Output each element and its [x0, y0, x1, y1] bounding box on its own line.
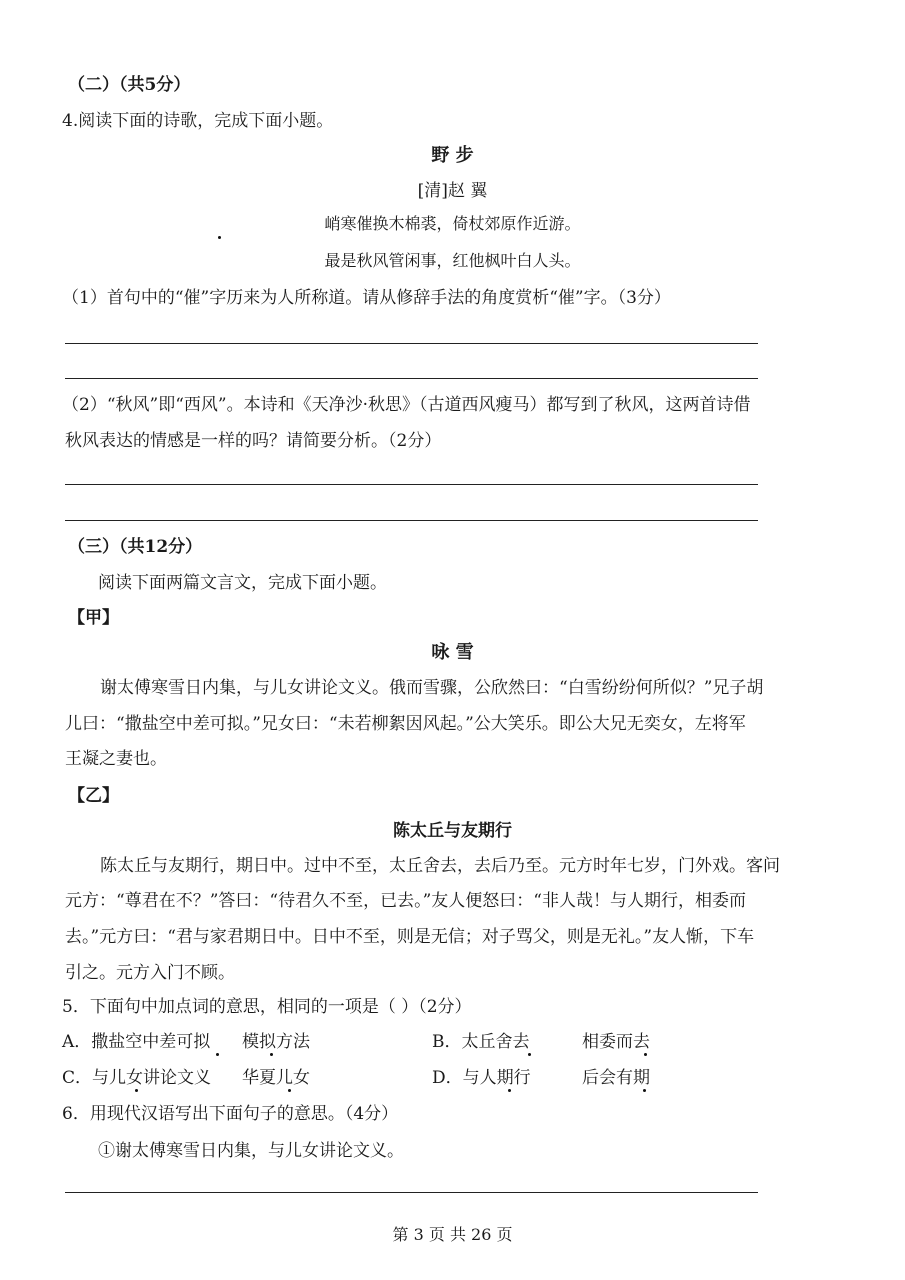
poem-title: 野 步 — [431, 145, 474, 166]
emphasis-dot — [528, 1053, 531, 1056]
passage-line: 元方：“尊君在不？”答曰：“待君久不至，已去。”友人便怒曰：“非人哉！与人期行，相委而 — [65, 891, 746, 911]
option-b-sentence: B．太丘舍去 — [432, 1032, 530, 1052]
question-4-2-continued: 秋风表达的情感是一样的吗？请简要分析。（2分） — [65, 431, 442, 451]
poem-author: [清]赵 翼 — [417, 181, 488, 201]
passage-label-yi: 【乙】 — [68, 786, 119, 806]
passage-line: 陈太丘与友期行，期日中。过中不至，太丘舍去，去后乃至。元方时年七岁，门外戏。客问 — [100, 856, 780, 876]
poem-line: 峭寒催换木棉裘，倚杖郊原作近游。 — [324, 214, 581, 233]
question-6: 6．用现代汉语写出下面句子的意思。（4分） — [62, 1104, 399, 1124]
section-heading: （三）（共12分） — [68, 537, 203, 557]
question-6-item: ①谢太傅寒雪日内集，与儿女讲论文义。 — [98, 1141, 404, 1161]
option-d-sentence: D．与人期行 — [432, 1068, 531, 1088]
passage-line: 王凝之妻也。 — [65, 749, 167, 769]
option-d-compare: 后会有期 — [582, 1068, 650, 1088]
answer-line — [65, 520, 758, 521]
emphasis-dot — [135, 1089, 138, 1092]
answer-line — [65, 484, 758, 485]
emphasis-dot — [270, 1053, 273, 1056]
option-c-sentence: C．与儿女讲论文义 — [62, 1068, 212, 1088]
passage-line: 谢太傅寒雪日内集，与儿女讲论文义。俄而雪骤，公欣然曰：“白雪纷纷何所似？”兄子胡 — [100, 678, 764, 698]
section-heading: （二）（共5分） — [68, 75, 191, 95]
page-footer: 第 3 页 共 26 页 — [392, 1225, 513, 1244]
option-a-sentence: A．撒盐空中差可拟 — [62, 1032, 211, 1052]
option-a-compare: 模拟方法 — [242, 1032, 310, 1052]
passage-line: 去。”元方曰：“君与家君期日中。日中不至，则是无信；对子骂父，则是无礼。”友人惭，下车 — [65, 927, 755, 947]
passage-title: 陈太丘与友期行 — [393, 821, 512, 841]
passage-line: 儿曰：“撒盐空中差可拟。”兄女曰：“未若柳絮因风起。”公大笑乐。即公大兄无奕女，左将军 — [65, 714, 746, 734]
poem-line: 最是秋风管闲事，红他枫叶白人头。 — [324, 251, 581, 270]
question-4-1: （1）首句中的“催”字历来为人所称道。请从修辞手法的角度赏析“催”字。（3分） — [62, 288, 671, 308]
answer-line — [65, 343, 758, 344]
passage-title: 咏 雪 — [431, 642, 474, 663]
option-c-compare: 华夏儿女 — [242, 1068, 310, 1088]
question-4-2: （2）“秋风”即“西风”。本诗和《天净沙·秋思》（古道西风瘦马）都写到了秋风，这两首诗借 — [62, 395, 751, 415]
passage-intro: 阅读下面两篇文言文，完成下面小题。 — [98, 573, 387, 593]
emphasis-dot — [644, 1053, 647, 1056]
emphasis-dot — [218, 236, 221, 239]
question-5: 5．下面句中加点词的意思，相同的一项是（ ）（2分） — [62, 997, 472, 1017]
answer-line — [65, 1192, 758, 1193]
passage-line: 引之。元方入门不顾。 — [65, 963, 235, 983]
passage-label-jia: 【甲】 — [68, 608, 119, 628]
emphasis-dot — [643, 1089, 646, 1092]
emphasis-dot — [288, 1089, 291, 1092]
option-b-compare: 相委而去 — [582, 1032, 650, 1052]
emphasis-dot — [216, 1053, 219, 1056]
question-4-intro: 4.阅读下面的诗歌，完成下面小题。 — [62, 111, 334, 131]
emphasis-dot — [508, 1089, 511, 1092]
answer-line — [65, 378, 758, 379]
